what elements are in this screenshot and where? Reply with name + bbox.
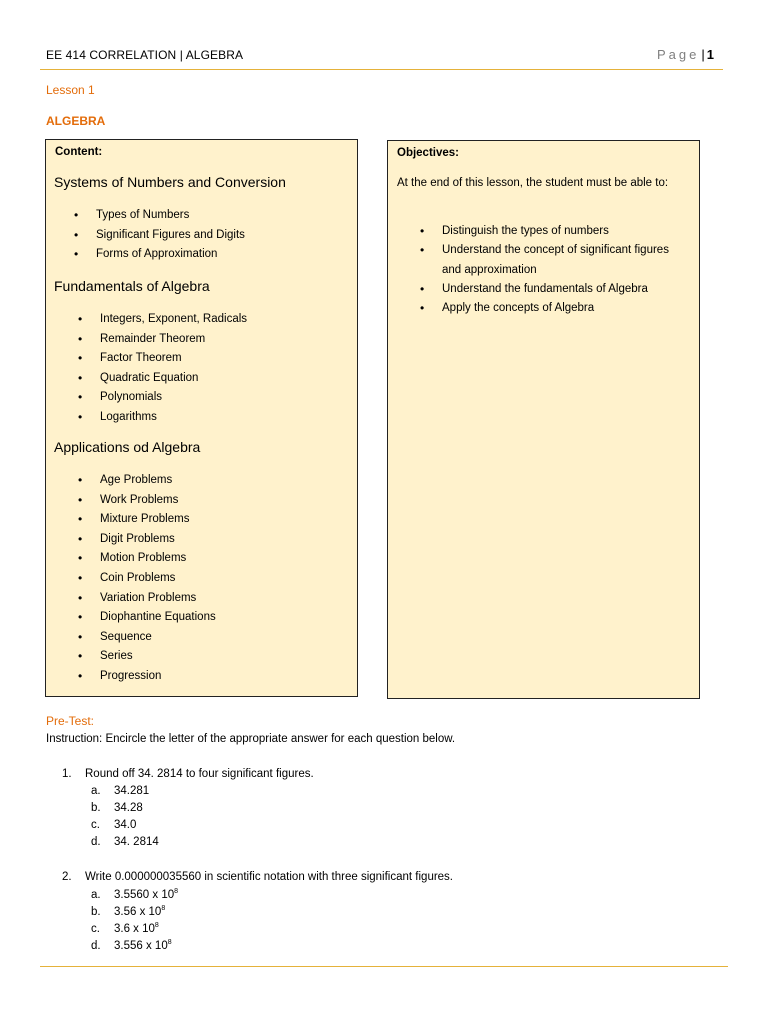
list-item: • Remainder Theorem — [100, 330, 247, 350]
choice-text: 34.28 — [114, 802, 143, 814]
pretest-instruction: Instruction: Encircle the letter of the appropriate answer for each question below. — [46, 733, 456, 745]
question-number: 2. — [62, 871, 72, 883]
list-item: • Coin Problems — [100, 569, 216, 589]
answer-choice — [91, 905, 165, 918]
choice-text: 34.0 — [114, 819, 137, 831]
question-number: 1. — [62, 768, 72, 780]
answer-choice — [91, 888, 178, 901]
list-item: • Distinguish the types of numbers — [388, 222, 682, 241]
list-item: • Quadratic Equation — [100, 369, 247, 389]
choice-letter: b. — [91, 906, 101, 918]
list-item: • Logarithms — [100, 408, 247, 428]
section-title: ALGEBRA — [46, 114, 106, 128]
list-item: • Factor Theorem — [100, 349, 247, 369]
list-item: • Diophantine Equations — [100, 608, 216, 628]
list-item: • Forms of Approximation — [96, 245, 245, 265]
answer-choice — [91, 819, 136, 831]
list-item: • Age Problems — [100, 471, 216, 491]
objectives-label: Objectives: — [397, 147, 459, 159]
page-number-indicator — [657, 47, 714, 62]
choice-letter: d. — [91, 940, 101, 952]
footer-rule — [40, 966, 728, 967]
answer-choice — [91, 785, 149, 797]
choice-text: 34. 2814 — [114, 836, 159, 848]
pretest-label: Pre-Test: — [46, 714, 95, 728]
choice-exponent: 8 — [154, 922, 159, 929]
question — [62, 768, 314, 780]
choice-letter: c. — [91, 819, 100, 831]
objectives-list — [388, 222, 682, 318]
list-item: • Integers, Exponent, Radicals — [100, 310, 247, 330]
content-heading: Applications od Algebra — [54, 439, 201, 455]
list-item: • Apply the concepts of Algebra — [388, 299, 682, 318]
answer-choice — [91, 836, 159, 848]
content-list — [96, 206, 245, 265]
list-item: • Types of Numbers — [96, 206, 245, 226]
question-text: Write 0.000000035560 in scientific notation with three significant figures. — [85, 871, 454, 883]
choice-text: 3.556 x 10 — [114, 940, 168, 952]
choice-letter: d. — [91, 836, 101, 848]
answer-choice — [91, 922, 159, 935]
page-word: Page — [657, 47, 700, 62]
choice-text: 3.6 x 10 — [114, 923, 155, 935]
choice-text: 3.56 x 10 — [114, 906, 162, 918]
answer-choice — [91, 802, 143, 814]
content-list — [100, 310, 247, 428]
list-item: • Progression — [100, 667, 216, 687]
list-item: • Motion Problems — [100, 549, 216, 569]
choice-text: 34.281 — [114, 785, 150, 797]
objectives-box — [387, 140, 700, 699]
list-item: • Work Problems — [100, 491, 216, 511]
list-item: • Understand the concept of significant figures and approximation — [388, 241, 682, 280]
choice-exponent: 8 — [167, 939, 172, 946]
content-heading: Systems of Numbers and Conversion — [54, 174, 286, 190]
choice-letter: b. — [91, 802, 101, 814]
choice-letter: a. — [91, 785, 101, 797]
content-label: Content: — [55, 146, 103, 158]
question-text: Round off 34. 2814 to four significant figures. — [85, 768, 314, 780]
choice-exponent: 8 — [174, 888, 179, 895]
list-item: • Mixture Problems — [100, 510, 216, 530]
choice-letter: c. — [91, 923, 100, 935]
header-rule — [40, 69, 723, 70]
answer-choice — [91, 939, 172, 952]
choice-letter: a. — [91, 889, 101, 901]
choice-text: 3.5560 x 10 — [114, 889, 175, 901]
choice-exponent: 8 — [161, 905, 166, 912]
page-number: 1 — [706, 47, 714, 62]
content-list — [100, 471, 216, 687]
objectives-intro: At the end of this lesson, the student must be able to: — [397, 177, 669, 189]
document-header-title: EE 414 CORRELATION | ALGEBRA — [46, 48, 244, 62]
list-item: • Significant Figures and Digits — [96, 226, 245, 246]
lesson-label: Lesson 1 — [46, 83, 95, 97]
list-item: • Series — [100, 647, 216, 667]
list-item: • Sequence — [100, 628, 216, 648]
list-item: • Understand the fundamentals of Algebra — [388, 280, 682, 299]
page-separator: | — [701, 47, 705, 62]
content-heading: Fundamentals of Algebra — [54, 278, 210, 294]
content-box — [45, 139, 358, 697]
list-item: • Digit Problems — [100, 530, 216, 550]
question — [62, 871, 453, 883]
list-item: • Variation Problems — [100, 589, 216, 609]
list-item: • Polynomials — [100, 388, 247, 408]
